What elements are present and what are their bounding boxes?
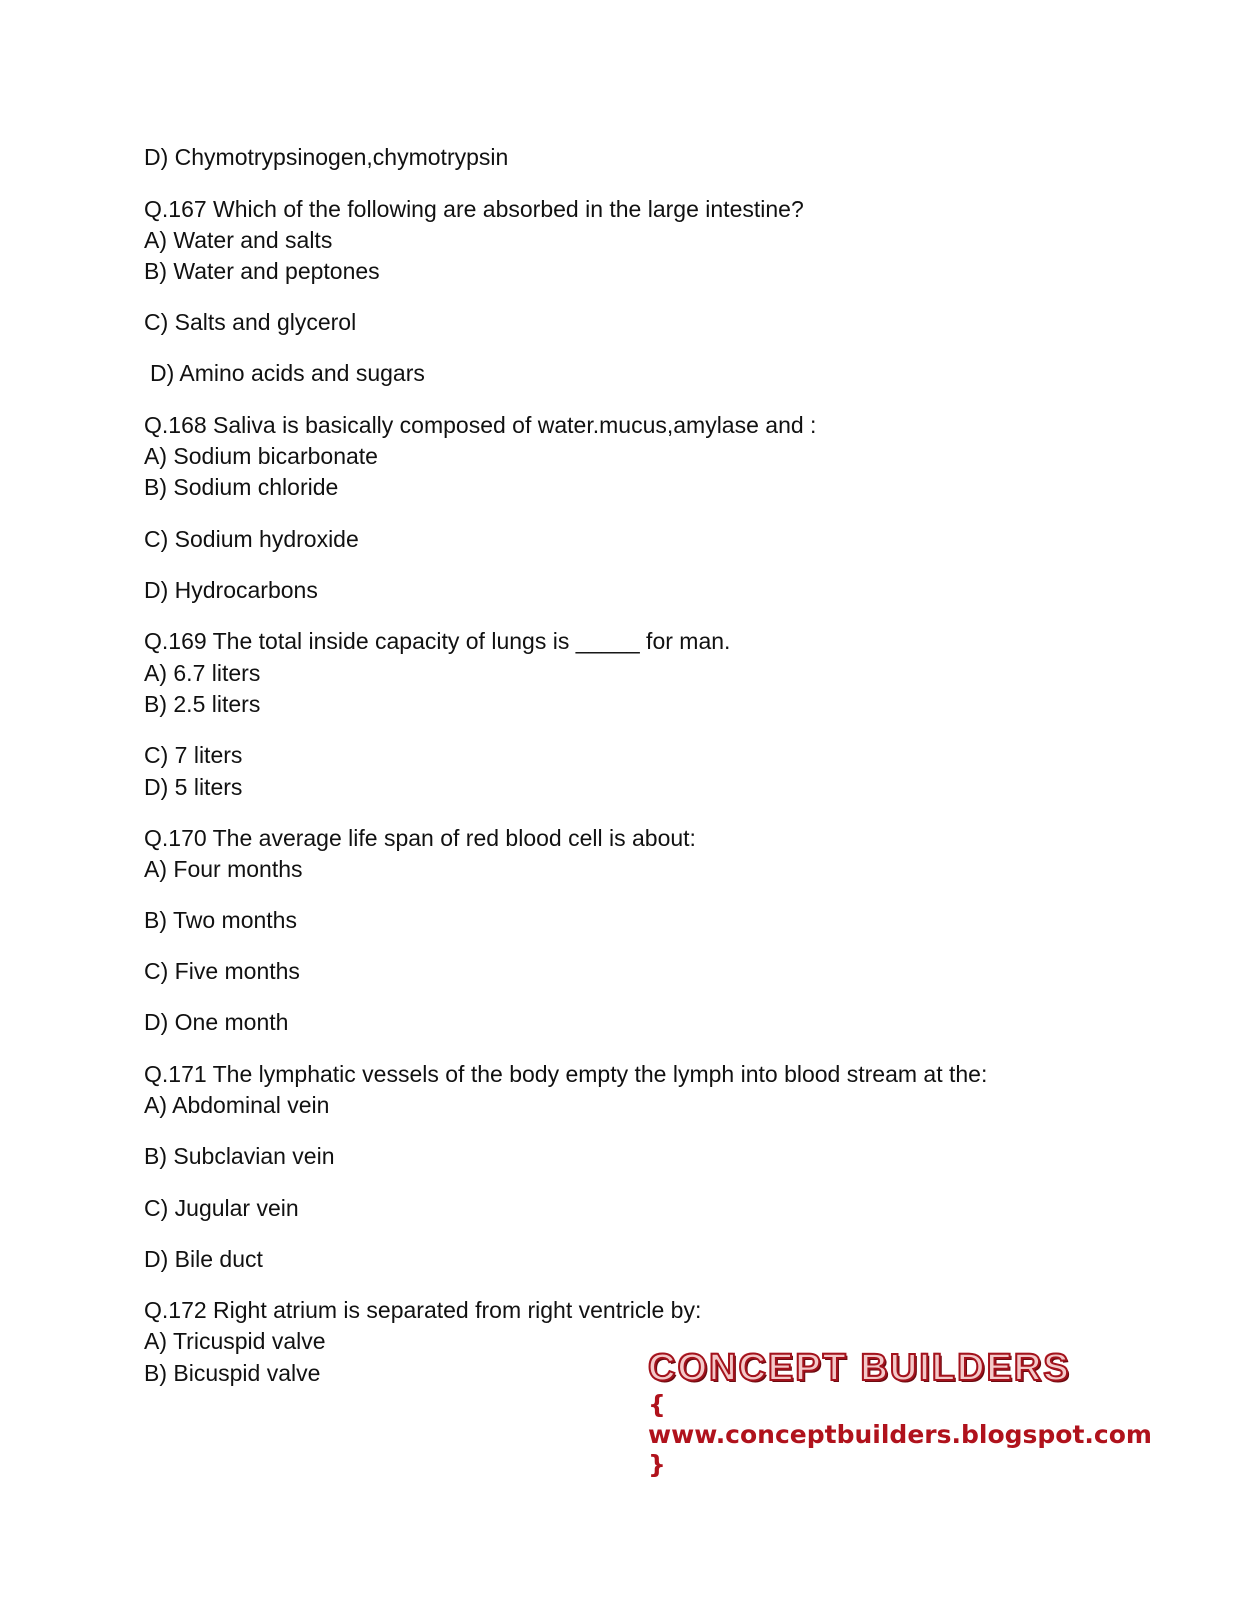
logo-url: { www.conceptbuilders.blogspot.com } (648, 1390, 1152, 1479)
option-line: D) 5 liters (144, 774, 243, 800)
option-line: B) Two months (144, 907, 297, 933)
option-line: D) Amino acids and sugars (150, 360, 425, 386)
option-line: B) Sodium chloride (144, 474, 339, 500)
option-line: A) Water and salts (144, 227, 333, 253)
option-line: A) 6.7 liters (144, 660, 261, 686)
option-line: C) Salts and glycerol (144, 309, 357, 335)
option-line: C) Jugular vein (144, 1195, 299, 1221)
option-line: B) Water and peptones (144, 258, 380, 284)
question-line: Q.172 Right atrium is separated from right ventricle by: (144, 1297, 702, 1323)
question-line: Q.170 The average life span of red blood cell is about: (144, 825, 696, 851)
option-line: A) Four months (144, 856, 303, 882)
logo-title: CONCEPT BUILDERS (648, 1347, 1071, 1389)
question-line: Q.168 Saliva is basically composed of water.mucus,amylase and : (144, 412, 817, 438)
option-line: D) Bile duct (144, 1246, 263, 1272)
option-line: B) Subclavian vein (144, 1143, 335, 1169)
option-line: B) Bicuspid valve (144, 1360, 321, 1386)
question-line: Q.167 Which of the following are absorbed in the large intestine? (144, 196, 804, 222)
concept-builders-logo (648, 1347, 1152, 1480)
option-line: A) Sodium bicarbonate (144, 443, 378, 469)
question-line: Q.169 The total inside capacity of lungs is _____ for man. (144, 628, 731, 654)
option-line: D) Hydrocarbons (144, 577, 318, 603)
option-line: A) Abdominal vein (144, 1092, 330, 1118)
option-line: D) One month (144, 1009, 289, 1035)
option-line: C) 7 liters (144, 742, 243, 768)
question-line: Q.171 The lymphatic vessels of the body empty the lymph into blood stream at the: (144, 1061, 988, 1087)
option-line: C) Five months (144, 958, 300, 984)
option-line: B) 2.5 liters (144, 691, 261, 717)
option-line: C) Sodium hydroxide (144, 526, 359, 552)
option-line: A) Tricuspid valve (144, 1328, 326, 1354)
option-line: D) Chymotrypsinogen,chymotrypsin (144, 144, 509, 170)
